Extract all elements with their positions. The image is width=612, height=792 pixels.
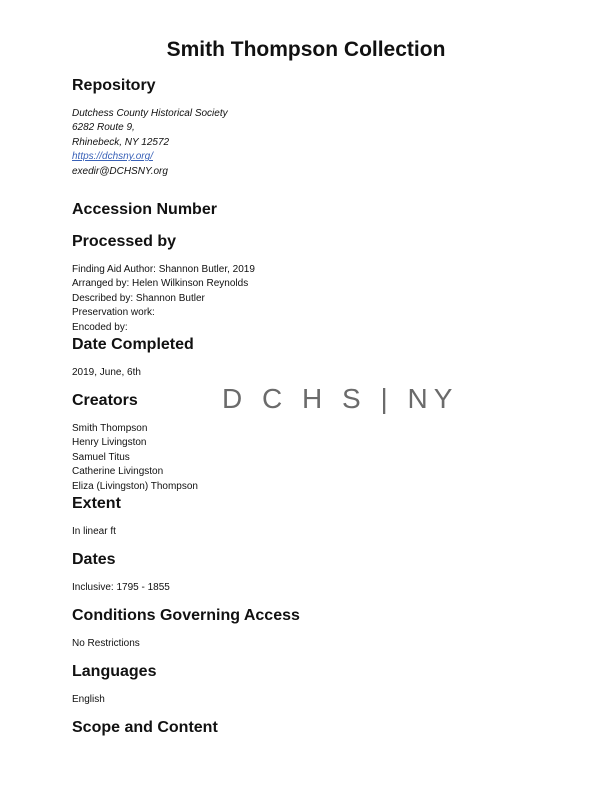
creators-list <box>72 422 198 494</box>
processed-by-heading: Processed by <box>72 233 177 250</box>
processed-by-line: Described by: Shannon Butler <box>72 292 205 304</box>
creator-name: Samuel Titus <box>72 451 130 463</box>
repository-heading: Repository <box>72 77 156 94</box>
document-title: Smith Thompson Collection <box>166 38 446 61</box>
creators-heading: Creators <box>72 392 138 409</box>
creator-name: Catherine Livingston <box>72 466 164 478</box>
languages-heading: Languages <box>72 663 157 680</box>
creator-name: Eliza (Livingston) Thompson <box>72 480 198 492</box>
repository-url-link[interactable]: https://dchsny.org/ <box>72 151 153 163</box>
date-completed-value: 2019, June, 6th <box>72 367 141 378</box>
repository-block <box>72 107 228 179</box>
creator-name: Smith Thompson <box>72 423 148 434</box>
dates-heading: Dates <box>72 551 116 568</box>
repository-address-line2: Rhinebeck, NY 12572 <box>72 136 170 148</box>
languages-value: English <box>72 694 105 705</box>
repository-email: exedir@DCHSNY.org <box>72 165 168 177</box>
repository-address-line1: 6282 Route 9, <box>72 122 135 134</box>
creator-name: Henry Livingston <box>72 437 147 449</box>
scope-content-heading: Scope and Content <box>72 719 218 736</box>
extent-value: In linear ft <box>72 526 116 537</box>
repository-name: Dutchess County Historical Society <box>72 108 228 119</box>
extent-heading: Extent <box>72 495 121 512</box>
access-conditions-heading: Conditions Governing Access <box>72 607 300 624</box>
access-conditions-value: No Restrictions <box>72 638 140 649</box>
dchs-watermark: D C H S | NY <box>222 383 459 414</box>
accession-number-heading: Accession Number <box>72 201 217 218</box>
processed-by-line: Arranged by: Helen Wilkinson Reynolds <box>72 278 249 290</box>
date-completed-heading: Date Completed <box>72 336 194 353</box>
processed-by-line: Encoded by: <box>72 321 128 333</box>
processed-by-line: Finding Aid Author: Shannon Butler, 2019 <box>72 264 255 275</box>
dates-value: Inclusive: 1795 - 1855 <box>72 582 170 593</box>
processed-by-line: Preservation work: <box>72 307 155 319</box>
processed-by-list <box>72 263 255 335</box>
